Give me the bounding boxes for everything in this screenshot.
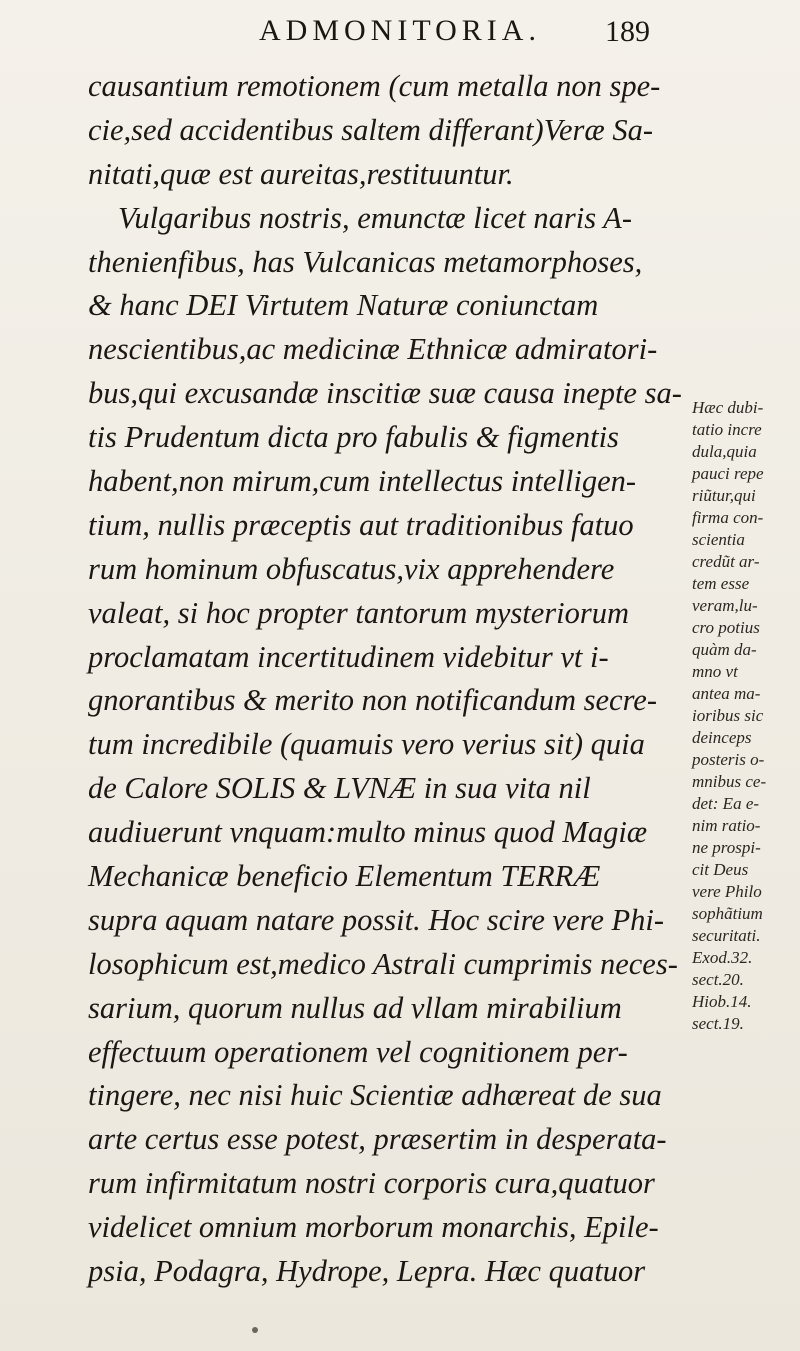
text-line: bus,qui excusandæ inscitiæ suæ causa inepte sa- [88, 376, 682, 411]
marginal-note-line: mno vt [692, 662, 738, 681]
text-line: nescientibus,ac medicinæ Ethnicæ admiratori- [88, 332, 658, 367]
text-line: supra aquam natare possit. Hoc scire vere Phi- [88, 902, 665, 937]
text-line: effectuum operationem vel cognitionem per- [88, 1034, 628, 1069]
marginal-note-line: Hæc dubi- [692, 398, 764, 417]
marginal-note-line: scientia [692, 530, 745, 549]
text-line: tis Prudentum dicta pro fabulis & figmentis [88, 420, 619, 455]
running-head-title: ADMONITORIA. [259, 14, 541, 47]
text-line: tingere, nec nisi huic Scientiæ adhæreat de sua [88, 1078, 662, 1113]
marginal-note-line: securitati. [692, 926, 761, 945]
text-line: tium, nullis præceptis aut traditionibus fatuo [88, 507, 634, 542]
text-line: rum hominum obfuscatus,vix apprehendere [88, 551, 615, 586]
text-line: habent,non mirum,cum intellectus intelligen- [88, 464, 637, 499]
marginal-note-line: cit Deus [692, 860, 749, 879]
text-line: de Calore SOLIS & LVNÆ in sua vita nil [88, 771, 591, 806]
running-head [0, 14, 800, 54]
marginal-note-line: sophãtium [692, 904, 763, 923]
marginal-note-line: antea ma- [692, 684, 761, 703]
text-line: causantium remotionem (cum metalla non spe- [88, 69, 661, 103]
text-line: Mechanicæ beneficio Elementum TERRÆ [88, 859, 601, 894]
marginal-note-line: det: Ea e- [692, 794, 760, 813]
paper-speck [252, 1327, 258, 1333]
main-text-block [88, 65, 688, 1294]
marginal-note-line: posteris o- [692, 750, 765, 769]
text-line: arte certus esse potest, præsertim in desperata- [88, 1122, 667, 1157]
marginal-note-line: veram,lu- [692, 596, 758, 615]
text-line: valeat, si hoc propter tantorum mysteriorum [88, 595, 630, 630]
marginal-note-line: pauci repe [692, 464, 764, 483]
marginal-note-line: vere Philo [692, 882, 762, 901]
marginal-note-line: tem esse [692, 574, 750, 593]
text-line: sarium, quorum nullus ad vllam mirabilium [88, 990, 622, 1025]
marginal-note-line: ioribus sic [692, 706, 764, 725]
text-line: psia, Podagra, Hydrope, Lepra. Hæc quatuor [88, 1254, 646, 1289]
marginal-note-line: Hiob.14. [692, 992, 752, 1011]
marginal-note-line: riũtur,qui [692, 486, 756, 505]
marginal-note-line: Exod.32. [692, 948, 753, 967]
text-line: losophicum est,medico Astrali cumprimis neces- [88, 946, 678, 981]
text-line: tum incredibile (quamuis vero verius sit) quia [88, 727, 645, 762]
marginal-note-line: dula,quia [692, 442, 757, 461]
text-line: cie,sed accidentibus saltem differant)Veræ Sa- [88, 112, 653, 147]
text-line: proclamatam incertitudinem videbitur vt i- [88, 639, 609, 674]
text-line: videlicet omnium morborum monarchis, Epile- [88, 1210, 659, 1245]
text-line: thenienfibus, has Vulcanicas metamorphoses, [88, 244, 643, 279]
marginal-note-line: quàm da- [692, 640, 757, 659]
text-line: nitati,quæ est aureitas,restituuntur. [88, 156, 514, 191]
text-line: audiuerunt vnquam:multo minus quod Magiæ [88, 815, 648, 850]
marginal-note-line: sect.19. [692, 1014, 744, 1033]
text-line: gnorantibus & merito non notificandum secre- [88, 683, 658, 718]
marginal-note-line: deinceps [692, 728, 752, 747]
marginal-note-line: tatio incre [692, 420, 762, 439]
marginal-note-line: mnibus ce- [692, 772, 767, 791]
marginal-note-line: firma con- [692, 508, 764, 527]
text-line: Vulgaribus nostris, emunctæ licet naris A- [118, 200, 632, 235]
marginal-note-line: sect.20. [692, 970, 744, 989]
marginal-note-line: cro potius [692, 618, 760, 637]
marginal-note-line: nim ratio- [692, 816, 761, 835]
page-number: 189 [605, 15, 650, 48]
text-line: rum infirmitatum nostri corporis cura,quatuor [88, 1166, 655, 1201]
marginal-note-line: credũt ar- [692, 552, 760, 571]
text-line: & hanc DEI Virtutem Naturæ coniunctam [88, 288, 599, 323]
marginal-notes [692, 397, 798, 1035]
marginal-note-line: ne prospi- [692, 838, 761, 857]
